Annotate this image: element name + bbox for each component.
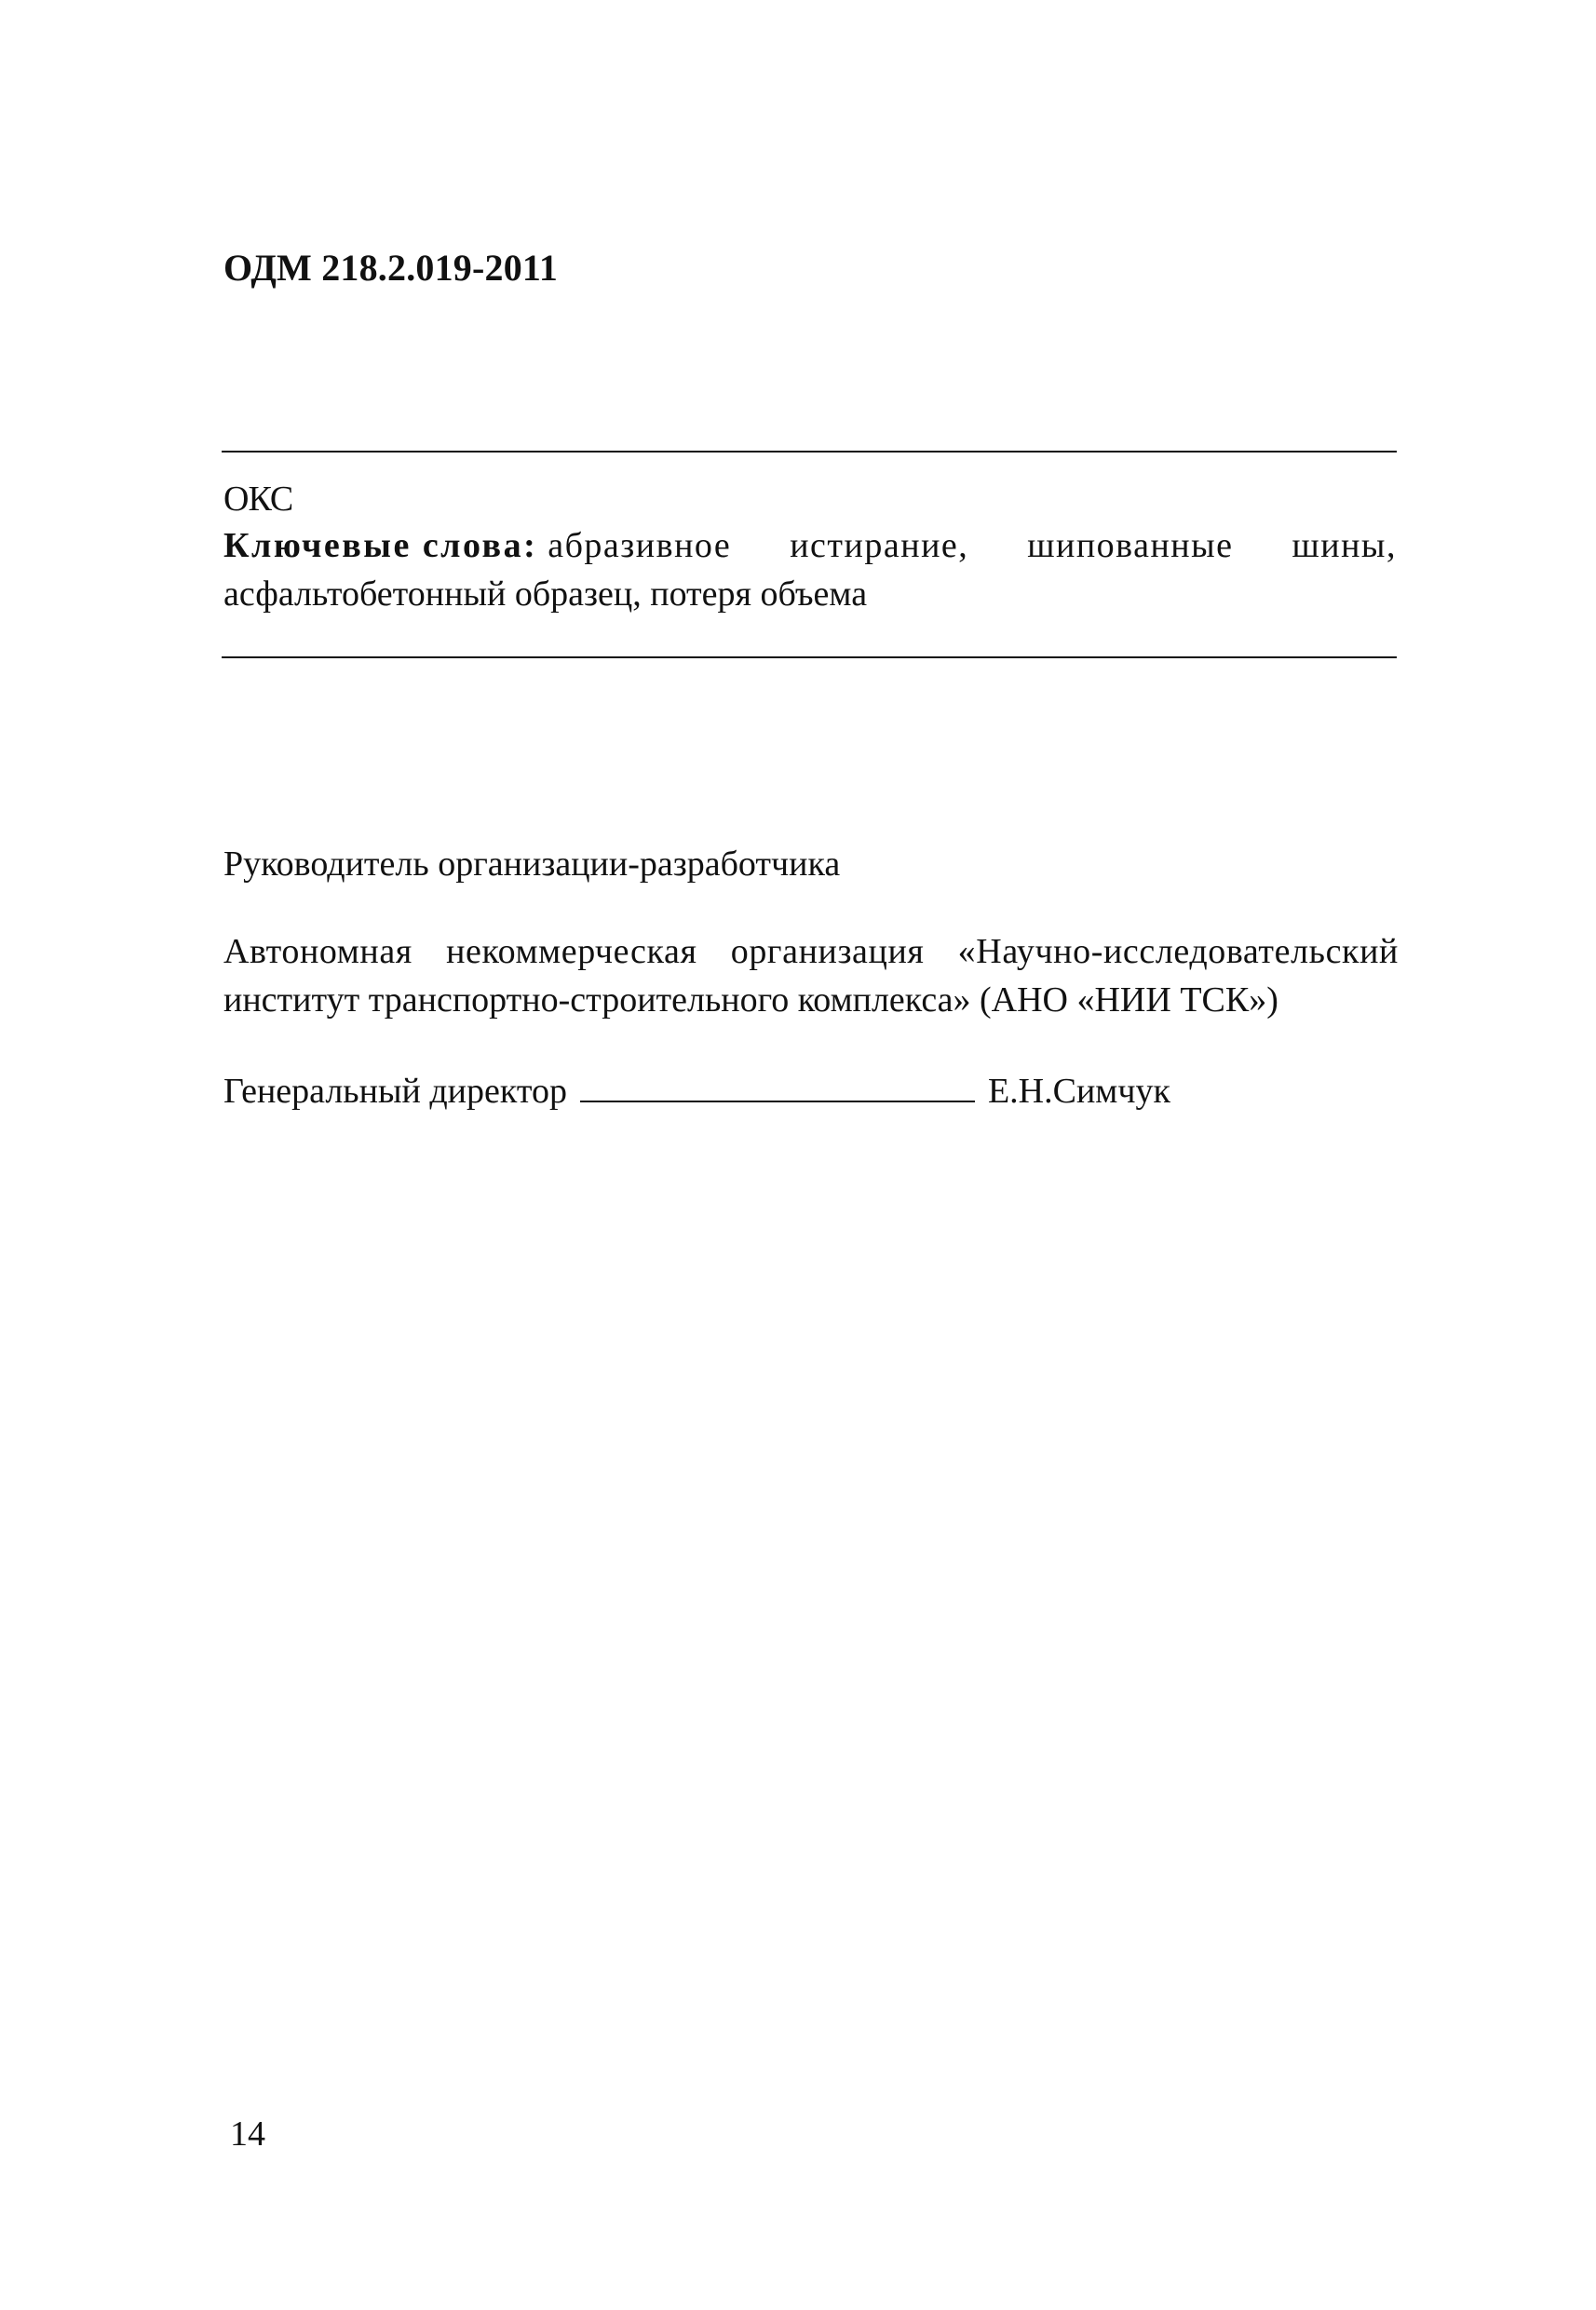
signature-blank <box>580 1069 975 1102</box>
org-word: организация <box>730 932 925 971</box>
keyword-word: абразивное <box>548 526 732 565</box>
director-signature-line <box>223 1067 1399 1115</box>
organization-name-line-1 <box>223 927 1399 976</box>
page-number: 14 <box>230 2114 265 2154</box>
keyword-word: шины, <box>1292 526 1397 565</box>
keyword-word: шипованные <box>1027 526 1234 565</box>
org-word: Автономная <box>223 932 413 971</box>
head-of-organization: Руководитель организации-разработчика <box>223 844 841 884</box>
keywords-line-2: асфальтобетонный образец, потеря объема <box>223 574 868 614</box>
organization-name <box>223 927 1399 1024</box>
keyword-word: истирание, <box>790 526 969 565</box>
keywords-label-group <box>223 521 731 570</box>
bottom-divider <box>222 656 1397 658</box>
oks-label: ОКС <box>223 480 293 519</box>
director-name: Е.Н.Симчук <box>987 1072 1170 1111</box>
keywords-label: Ключевые слова: <box>223 526 538 565</box>
org-word: «Научно-исследовательский <box>957 932 1399 971</box>
organization-name-line-2: институт транспортно-строительного комплекса» (АНО «НИИ ТСК») <box>223 980 1278 1020</box>
top-divider <box>222 451 1397 453</box>
org-word: некоммерческая <box>446 932 697 971</box>
keywords-line-1 <box>223 521 1397 570</box>
document-code: ОДМ 218.2.019-2011 <box>223 247 559 289</box>
keywords-block <box>223 521 1397 618</box>
director-title: Генеральный директор <box>223 1072 567 1111</box>
